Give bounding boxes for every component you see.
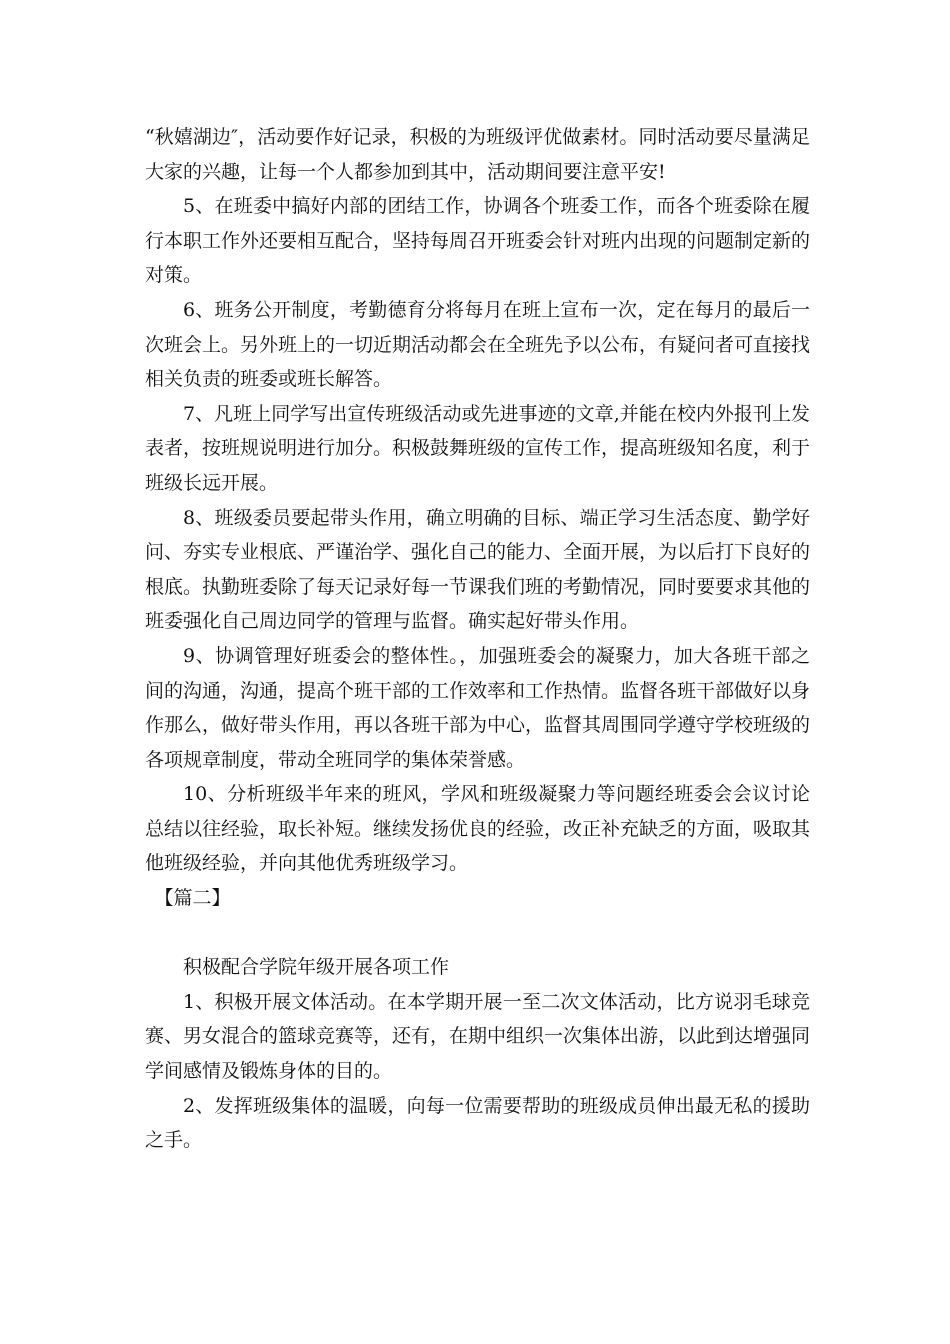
paragraph-item-5: 5、在班委中搞好内部的团结工作，协调各个班委工作，而各个班委除在履行本职工作外还要相互配合，坚持每周召开班委会针对班内出现的问题制定新的对策。: [145, 195, 811, 287]
paragraph-item-9: 9、协调管理好班委会的整体性。，加强班委会的凝聚力，加大各班干部之间的沟通，沟通，提高个班干部的工作效率和工作热情。监督各班干部做好以身作那么，做好带头作用，再以各班干部为中心，监督其周围同学遵守学校班级的各项规章制度，带动全班同学的集体荣誉感。: [145, 644, 811, 771]
section-heading: 【篇二】: [154, 887, 231, 910]
paragraph-item-8: 8、班级委员要起带头作用，确立明确的目标、端正学习生活态度、勤学好问、夯实专业根底、严谨治学、强化自己的能力、全面开展，为以后打下良好的根底。执勤班委除了每天记录好每一节课我们班的考勤情况，同时要要求其他的班委强化自己周边同学的管理与监督。确实起好带头作用。: [145, 506, 811, 633]
paragraph-item-10: 10、分析班级半年来的班风，学风和班级凝聚力等问题经班委会会议讨论总结以往经验，取长补短。继续发扬优良的经验，改正补充缺乏的方面，吸取其他班级经验，并向其他优秀班级学习。: [145, 783, 811, 875]
section-spacer: [145, 916, 810, 951]
section-item-1: 1、积极开展文体活动。在本学期开展一至二次文体活动，比方说羽毛球竞赛、男女混合的篮球竞赛等，还有，在期中组织一次集体出游，以此到达增强同学间感情及锻炼身体的目的。: [145, 990, 811, 1083]
section-item-2: 2、发挥班级集体的温暖，向每一位需要帮助的班级成员伸出最无私的援助之手。: [145, 1094, 810, 1152]
document-page: [145, 120, 810, 1158]
section-subheading: 积极配合学院年级开展各项工作: [183, 956, 450, 979]
paragraph-item-7: 7、凡班上同学写出宣传班级活动或先进事迹的文章,并能在校内外报刊上发表者，按班规说明进行加分。积极鼓舞班级的宣传工作，提高班级知名度，利于班级长远开展。: [145, 402, 811, 494]
paragraph-continued: “秋嬉湖边″，活动要作好记录，积极的为班级评优做素材。同时活动要尽量满足大家的兴趣，让每一个人都参加到其中，活动期间要注意平安!: [145, 126, 810, 183]
paragraph-item-6: 6、班务公开制度，考勤德育分将每月在班上宣布一次，定在每月的最后一次班会上。另外班上的一切近期活动都会在全班先予以公布，有疑问者可直接找相关负责的班委或班长解答。: [145, 298, 811, 391]
